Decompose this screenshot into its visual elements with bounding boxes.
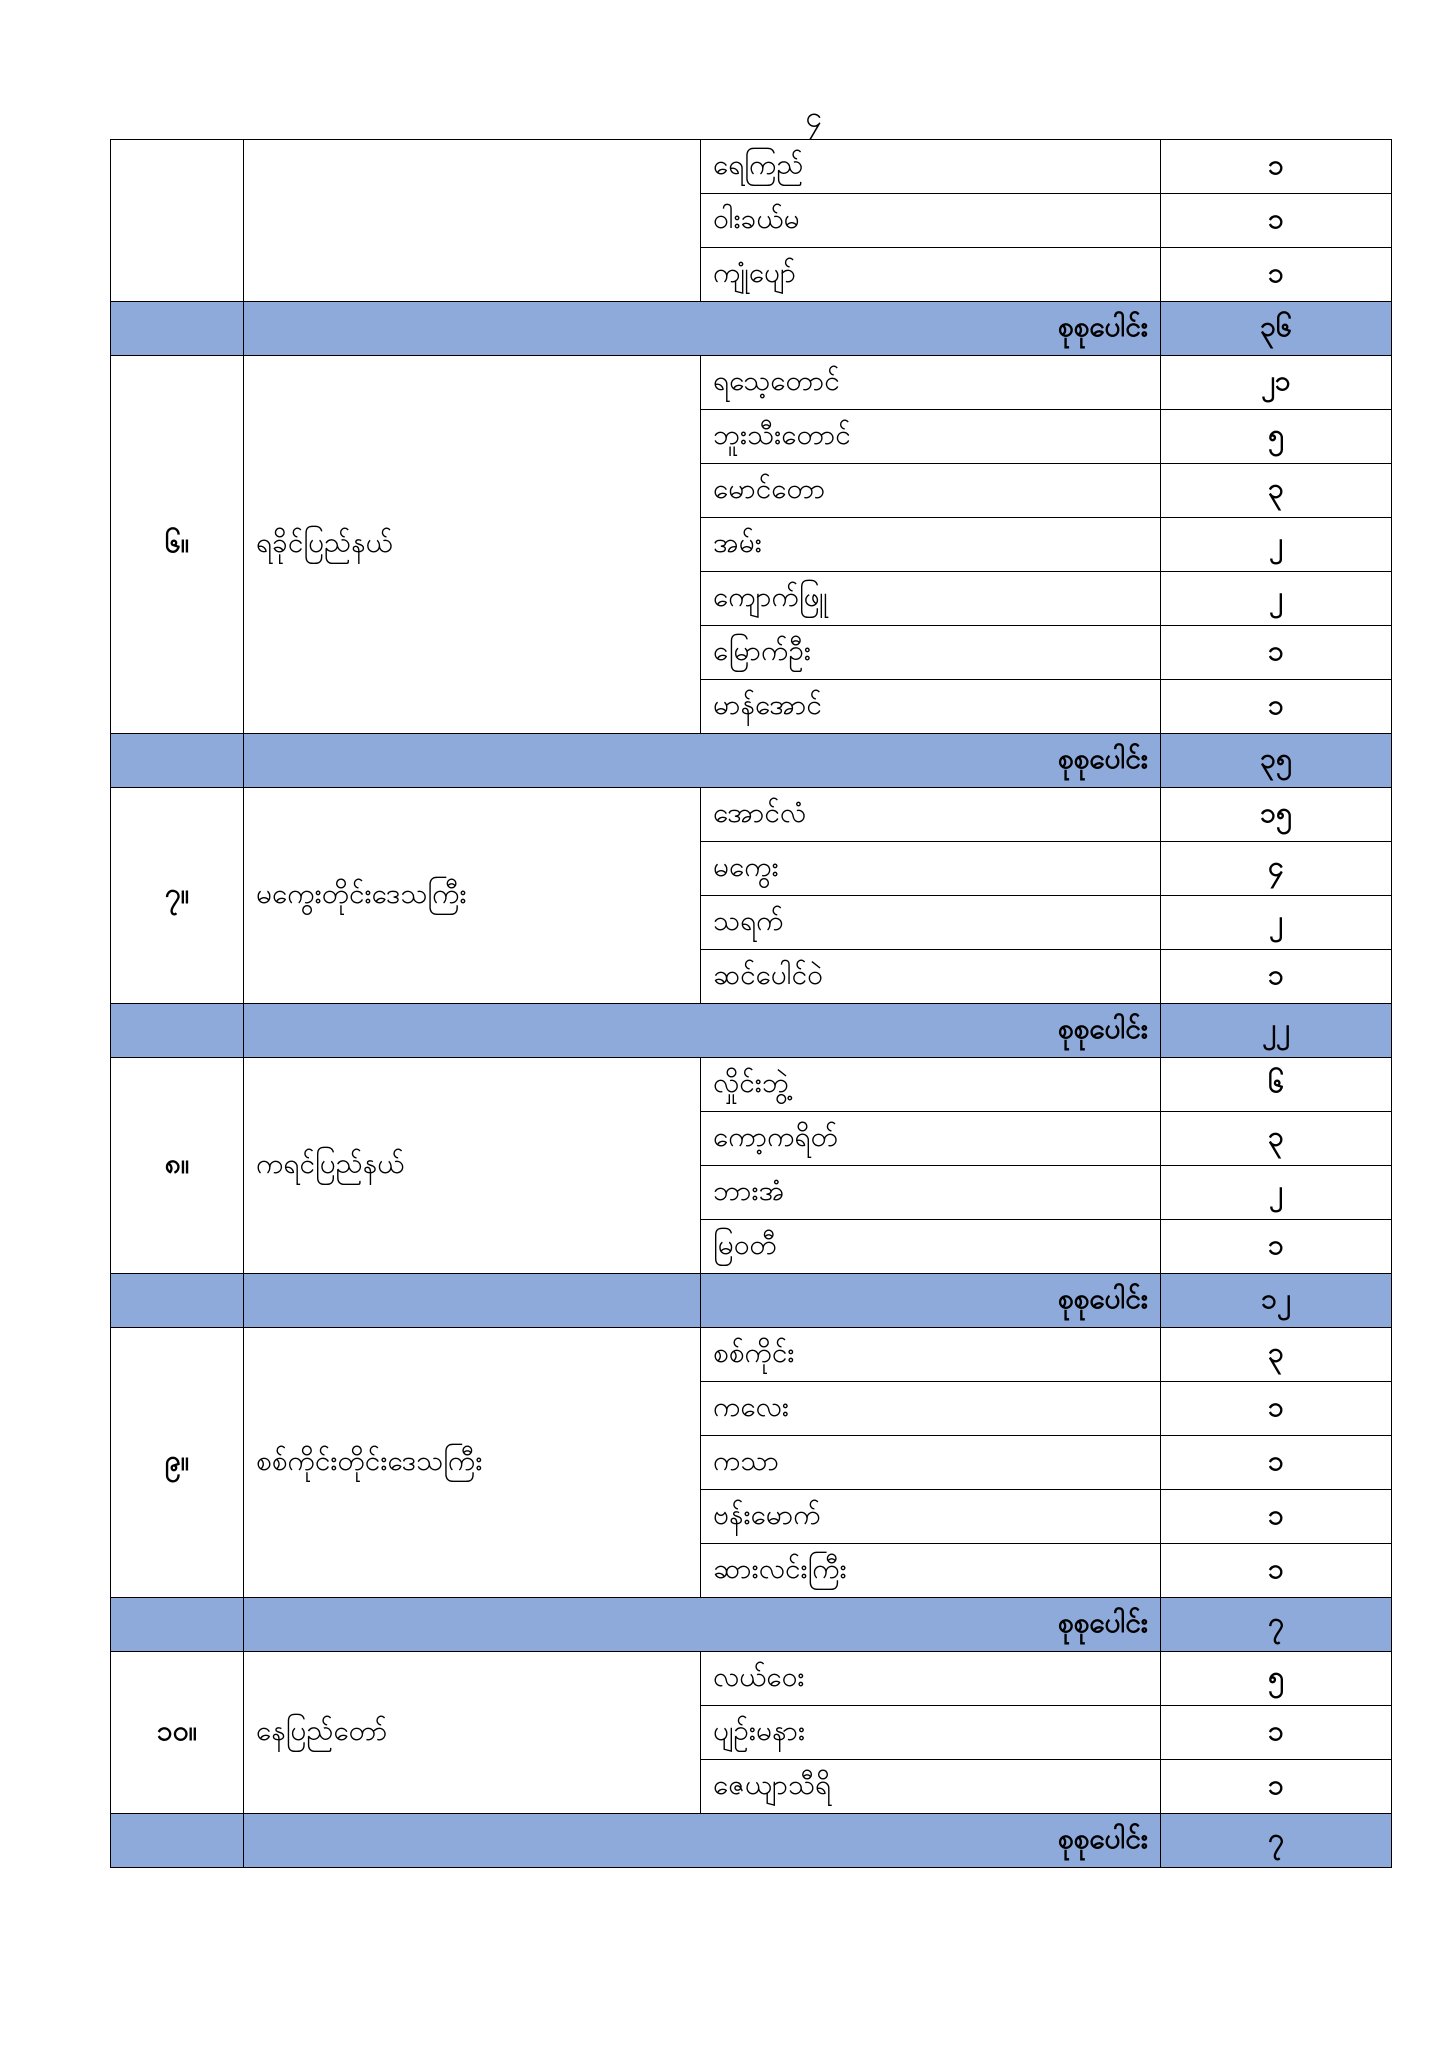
table-row bbox=[111, 356, 1392, 410]
count-cell: ၁ bbox=[1161, 1436, 1392, 1490]
township-cell: ဆင်ပေါင်ဝဲ bbox=[701, 950, 1161, 1004]
total-empty-cell bbox=[111, 1598, 244, 1652]
count-cell: ၂ bbox=[1161, 896, 1392, 950]
region-number-cell: ၇။ bbox=[111, 788, 244, 1004]
region-number-cell: ၆။ bbox=[111, 356, 244, 734]
count-cell: ၂ bbox=[1161, 572, 1392, 626]
total-label: စုစုပေါင်း bbox=[244, 1814, 1161, 1868]
count-cell: ၂၁ bbox=[1161, 356, 1392, 410]
count-cell: ၁၅ bbox=[1161, 788, 1392, 842]
total-value: ၃၆ bbox=[1161, 302, 1392, 356]
region-number-cell bbox=[111, 140, 244, 302]
region-number-cell: ၁၀။ bbox=[111, 1652, 244, 1814]
township-cell: လှိုင်းဘွဲ့ bbox=[701, 1058, 1161, 1112]
count-cell: ၂ bbox=[1161, 518, 1392, 572]
count-cell: ၁ bbox=[1161, 140, 1392, 194]
total-label: စုစုပေါင်း bbox=[701, 1274, 1161, 1328]
page-number: ၄ bbox=[805, 100, 822, 135]
region-number-cell: ၉။ bbox=[111, 1328, 244, 1598]
township-cell: ဗန်းမောက် bbox=[701, 1490, 1161, 1544]
township-cell: ကော့ကရိတ် bbox=[701, 1112, 1161, 1166]
total-label: စုစုပေါင်း bbox=[244, 734, 1161, 788]
township-cell: ကျောက်ဖြူ bbox=[701, 572, 1161, 626]
total-row bbox=[111, 1598, 1392, 1652]
township-count-table bbox=[110, 139, 1392, 1868]
count-cell: ၁ bbox=[1161, 950, 1392, 1004]
total-empty-cell bbox=[111, 1814, 244, 1868]
township-cell: သရက် bbox=[701, 896, 1161, 950]
count-cell: ၁ bbox=[1161, 1706, 1392, 1760]
count-cell: ၅ bbox=[1161, 410, 1392, 464]
township-cell: မောင်တော bbox=[701, 464, 1161, 518]
township-cell: ဘားအံ bbox=[701, 1166, 1161, 1220]
table-row bbox=[111, 788, 1392, 842]
total-row bbox=[111, 734, 1392, 788]
region-name-cell: မကွေးတိုင်းဒေသကြီး bbox=[244, 788, 701, 1004]
township-cell: စစ်ကိုင်း bbox=[701, 1328, 1161, 1382]
township-cell: မာန်အောင် bbox=[701, 680, 1161, 734]
count-cell: ၁ bbox=[1161, 194, 1392, 248]
count-cell: ၁ bbox=[1161, 1760, 1392, 1814]
region-name-cell: စစ်ကိုင်းတိုင်းဒေသကြီး bbox=[244, 1328, 701, 1598]
total-empty-cell bbox=[111, 1274, 244, 1328]
count-cell: ၄ bbox=[1161, 842, 1392, 896]
township-cell: အောင်လံ bbox=[701, 788, 1161, 842]
count-cell: ၁ bbox=[1161, 1544, 1392, 1598]
region-name-cell bbox=[244, 140, 701, 302]
total-empty-cell bbox=[111, 302, 244, 356]
township-cell: လယ်ဝေး bbox=[701, 1652, 1161, 1706]
township-cell: ဆားလင်းကြီး bbox=[701, 1544, 1161, 1598]
total-empty-cell bbox=[111, 1004, 244, 1058]
township-cell: ကလေး bbox=[701, 1382, 1161, 1436]
table-row bbox=[111, 1652, 1392, 1706]
count-cell: ၁ bbox=[1161, 1490, 1392, 1544]
township-cell: ကျုံပျော် bbox=[701, 248, 1161, 302]
count-cell: ၁ bbox=[1161, 1382, 1392, 1436]
count-cell: ၁ bbox=[1161, 248, 1392, 302]
total-empty-cell bbox=[244, 1274, 701, 1328]
township-cell: မြောက်ဦး bbox=[701, 626, 1161, 680]
count-cell: ၃ bbox=[1161, 464, 1392, 518]
count-cell: ၆ bbox=[1161, 1058, 1392, 1112]
total-label: စုစုပေါင်း bbox=[244, 1004, 1161, 1058]
region-name-cell: ကရင်ပြည်နယ် bbox=[244, 1058, 701, 1274]
township-cell: ကသာ bbox=[701, 1436, 1161, 1490]
township-cell: ပျဉ်းမနား bbox=[701, 1706, 1161, 1760]
total-value: ၇ bbox=[1161, 1814, 1392, 1868]
count-cell: ၁ bbox=[1161, 1220, 1392, 1274]
total-value: ၃၅ bbox=[1161, 734, 1392, 788]
township-cell: ဘူးသီးတောင် bbox=[701, 410, 1161, 464]
total-value: ၇ bbox=[1161, 1598, 1392, 1652]
region-number-cell: ၈။ bbox=[111, 1058, 244, 1274]
township-cell: ရသေ့တောင် bbox=[701, 356, 1161, 410]
township-cell: ရေကြည် bbox=[701, 140, 1161, 194]
region-name-cell: နေပြည်တော် bbox=[244, 1652, 701, 1814]
total-row bbox=[111, 1274, 1392, 1328]
total-empty-cell bbox=[111, 734, 244, 788]
count-cell: ၅ bbox=[1161, 1652, 1392, 1706]
township-cell: မြဝတီ bbox=[701, 1220, 1161, 1274]
total-value: ၂၂ bbox=[1161, 1004, 1392, 1058]
table-row bbox=[111, 1328, 1392, 1382]
count-cell: ၁ bbox=[1161, 680, 1392, 734]
total-row bbox=[111, 1814, 1392, 1868]
township-cell: ဇေယျာသီရိ bbox=[701, 1760, 1161, 1814]
count-cell: ၃ bbox=[1161, 1112, 1392, 1166]
count-cell: ၂ bbox=[1161, 1166, 1392, 1220]
township-cell: ဝါးခယ်မ bbox=[701, 194, 1161, 248]
total-label: စုစုပေါင်း bbox=[244, 1598, 1161, 1652]
count-cell: ၁ bbox=[1161, 626, 1392, 680]
table-row bbox=[111, 1058, 1392, 1112]
table-row bbox=[111, 140, 1392, 194]
total-row bbox=[111, 1004, 1392, 1058]
total-label: စုစုပေါင်း bbox=[244, 302, 1161, 356]
region-name-cell: ရခိုင်ပြည်နယ် bbox=[244, 356, 701, 734]
township-cell: အမ်း bbox=[701, 518, 1161, 572]
count-cell: ၃ bbox=[1161, 1328, 1392, 1382]
total-row bbox=[111, 302, 1392, 356]
township-cell: မကွေး bbox=[701, 842, 1161, 896]
total-value: ၁၂ bbox=[1161, 1274, 1392, 1328]
